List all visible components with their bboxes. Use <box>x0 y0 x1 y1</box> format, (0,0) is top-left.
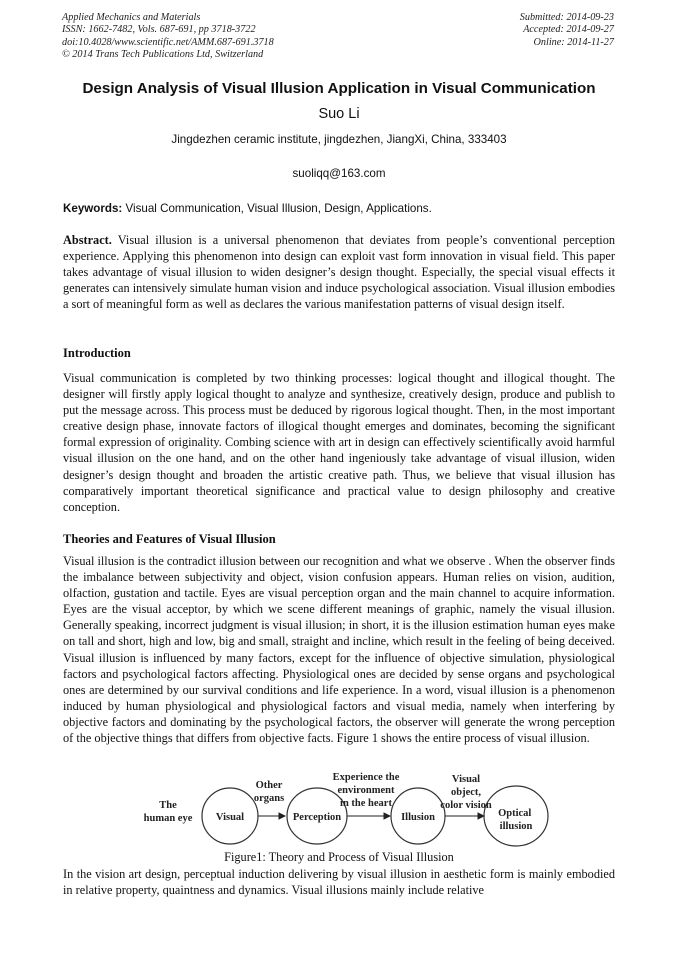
keywords-line <box>63 202 623 215</box>
introduction-heading: Introduction <box>63 346 131 360</box>
fig-arrow-1-label-line1: Other <box>255 780 283 791</box>
online-date: Online: 2014-11-27 <box>533 36 614 48</box>
fig-node-perception-label: Perception <box>292 812 342 823</box>
fig-arrow-2-label-line2: environment <box>337 785 395 796</box>
author-affiliation: Jingdezhen ceramic institute, jingdezhen, JiangXi, China, 333403 <box>171 133 507 146</box>
abstract-label: Abstract. <box>63 233 112 247</box>
keywords-text: Visual Communication, Visual Illusion, Design, Applications. <box>122 202 432 215</box>
introduction-paragraph: Visual communication is completed by two thinking processes: logical thought and illogical thought. The designer will firstly apply logical thought to analyze and synthesize, creatively design, produce and publish to put the message across. This process must be deduced by rigorous logical thought. Then, in the most important creative design phase, innovate factors of illogical thought emerges and dominates, becoming the significant formal expression of originality. Combing science with art in design can effectively scientifically avoid harmful visual illusion on the one hand, and on the other hand ingeniously take advantage of visual illusion, widen designer’s design thought and broaden the artistic creative path. Thus, we believe that visual illusion has comparatively important theoretical significance and practical value to design philosophy and creative conception. <box>63 371 615 514</box>
visual-illusion-process-figure <box>120 770 570 850</box>
fig-arrow-2-label-line1: Experience the <box>332 772 400 783</box>
journal-header <box>62 12 274 61</box>
journal-doi: doi:10.4028/www.scientific.net/AMM.687-691.3718 <box>62 36 274 48</box>
abstract-paragraph <box>63 232 615 312</box>
fig-arrow-3-label-line1: Visual <box>451 774 481 785</box>
author-name: Suo Li <box>318 106 360 122</box>
dates-header <box>520 12 614 49</box>
journal-issn: ISSN: 1662-7482, Vols. 687-691, pp 3718-3722 <box>62 24 256 36</box>
theories-heading: Theories and Features of Visual Illusion <box>63 532 276 546</box>
abstract-text: Visual illusion is a universal phenomenon that deviates from people’s conventional perception experience. Applying this phenomenon into design can exploit vast form innovation in visual field. This paper takes advantage of visual illusion to widen designer’s design thought. Especially, the special visual effects it generates can intensively simulate human vision and induce psychological association. Visual illusion embodies a sort of meaningful form as well as declares the various manifestation patterns of visual design itself. <box>63 233 615 312</box>
fig-start-label-line2: human eye <box>143 813 193 824</box>
fig-arrow-1-label-line2: organs <box>253 793 285 804</box>
keywords-label: Keywords: <box>63 202 123 215</box>
journal-copyright: © 2014 Trans Tech Publications Ltd, Switzerland <box>62 48 264 60</box>
submitted-date: Submitted: 2014-09-23 <box>519 12 614 23</box>
fig-arrow-3-label-line2: object, <box>450 787 482 798</box>
fig-node-optical-line2: illusion <box>499 821 533 832</box>
author-email: suoliqq@163.com <box>292 167 386 180</box>
closing-paragraph: In the vision art design, perceptual induction delivering by visual illusion in aesthetic form is mainly embodied in relative property, quaintness and dynamics. Visual illusions mainly include relative <box>63 867 615 898</box>
fig-arrow-3-label-line3: color vision <box>440 800 492 811</box>
fig-node-optical-line1: Optical <box>498 808 532 819</box>
fig-node-illusion-label: Illusion <box>401 812 435 823</box>
fig-node-visual-label: Visual <box>215 812 245 823</box>
paper-title: Design Analysis of Visual Illusion Application in Visual Communication <box>82 80 596 97</box>
fig-arrow-2-label-line3: in the heart <box>340 798 392 809</box>
fig-node-optical-illusion-label <box>498 808 534 832</box>
theories-paragraph: Visual illusion is the contradict illusion between our recognition and what we observe . When the observer finds the imbalance between subjectivity and object, vision confusion appears. Human relies on vision, audition, olfaction, gustation and tactile. Eyes are visual perception organ and the main channel to acquire information. Eyes are the visual acceptor, by which we scene different meanings of graphic, namely the visual illusion. Generally speaking, incorrect judgment is visual illusion; in short, it is the illusion estimation human eyes make on tall and short, high and low, big and small, straight and incline, which result in the feeling of being deceived. Visual illusion is influenced by many factors, except for the influence of objective simulation, physiological factors and psychological factors affecting. Physiological ones are decided by sense organs and psychological ones are determined by our survival conditions and life experience. In a word, visual illusion is a phenomenon induced by human physiological and physiological factors and visual media, namely when interfering by objective factors and dominating by the psychological factors, the observer will generate the wrong perception of the objective things that differs from objective facts. Figure 1 shows the entire process of visual illusion. <box>63 554 615 746</box>
accepted-date: Accepted: 2014-09-27 <box>523 24 614 36</box>
figure-caption: Figure1: Theory and Process of Visual Illusion <box>224 850 454 864</box>
journal-name: Applied Mechanics and Materials <box>62 12 201 23</box>
fig-start-label-line1: The <box>159 800 177 811</box>
